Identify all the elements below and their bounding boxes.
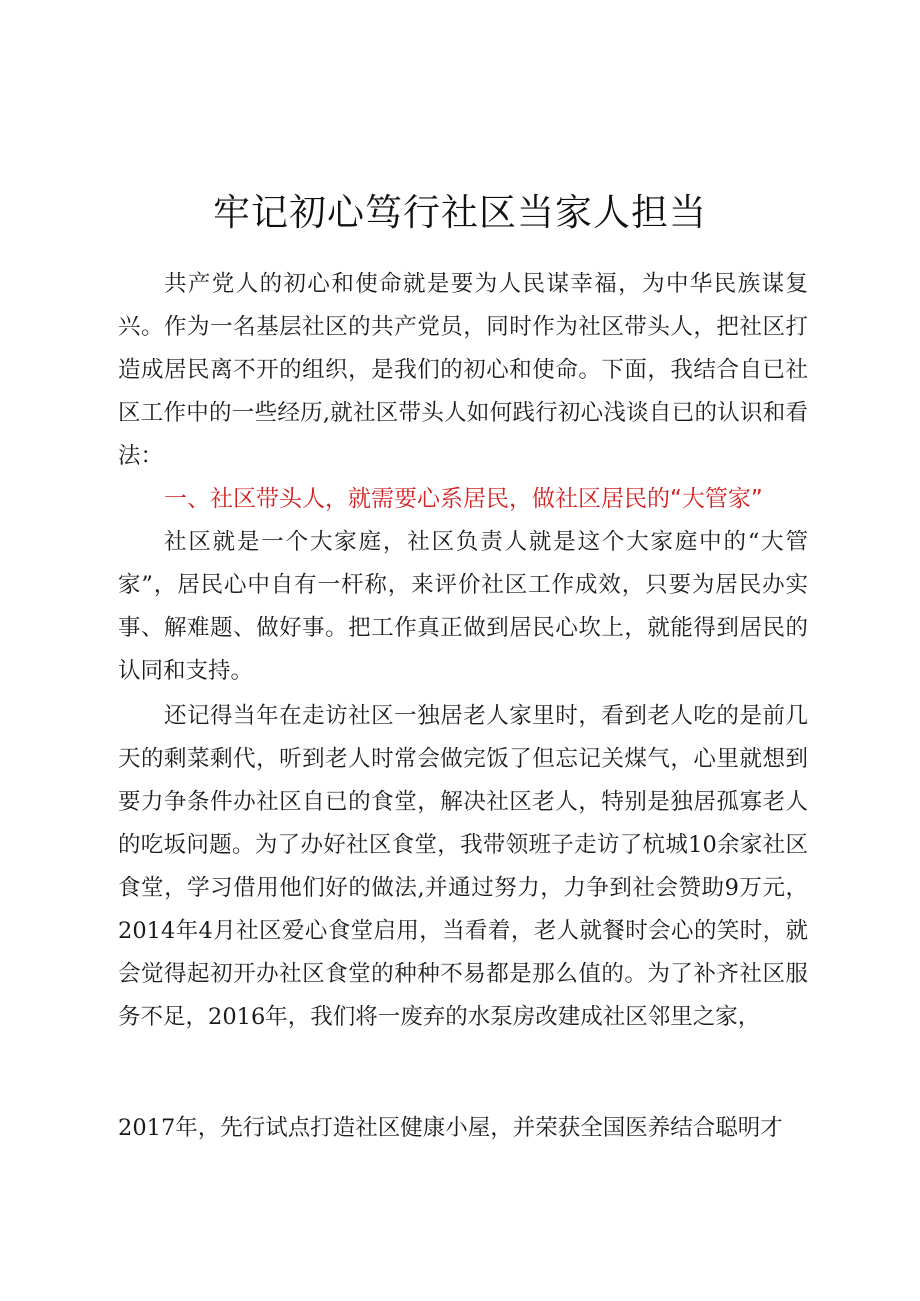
paragraph-canteen: 还记得当年在走访社区一独居老人家里时，看到老人吃的是前几天的剩菜剩代，听到老人时常会做完饭了但忘记关煤气，心里就想到要力争条件办社区自已的食堂，解决社区老人，特别是独居孤寡老人的吃坂问题。为了办好社区食堂，我带领班子走访了杭城10余家社区食堂，学习借用他们好的做法,并通过努力，力争到社会赞助9万元，2014年4月社区爱心食堂启用，当看着，老人就餐时会心的笑时，就会觉得起初开办社区食堂的种种不易都是那么值的。为了补齐社区服务不足，2016年，我们将一废弃的水泵房改建成社区邻里之家，	[118, 703, 808, 1030]
document-title: 牢记初心笃行社区当家人担当	[213, 191, 707, 234]
section-heading: 一、社区带头人，就需要心系居民，做社区居民的“大管家”	[164, 486, 763, 512]
paragraph-health-hut: 2017年，先行试点打造社区健康小屋，并荣获全国医养结合聪明才	[118, 1115, 783, 1141]
paragraph-intro: 共产党人的初心和使命就是要为人民谋幸福，为中华民族谋复兴。作为一名基层社区的共产党员，同时作为社区带头人，把社区打造成居民离不开的组织，是我们的初心和使命。下面，我结合自已社区工作中的一些经历,就社区带头人如何践行初心浅谈自已的认识和看法：	[118, 271, 808, 469]
paragraph-steward: 社区就是一个大家庭，社区负责人就是这个大家庭中的“大管家”，居民心中自有一杆称，来评价社区工作成效，只要为居民办实事、解难题、做好事。把工作真正做到居民心坎上，就能得到居民的认同和支持。	[118, 529, 808, 684]
